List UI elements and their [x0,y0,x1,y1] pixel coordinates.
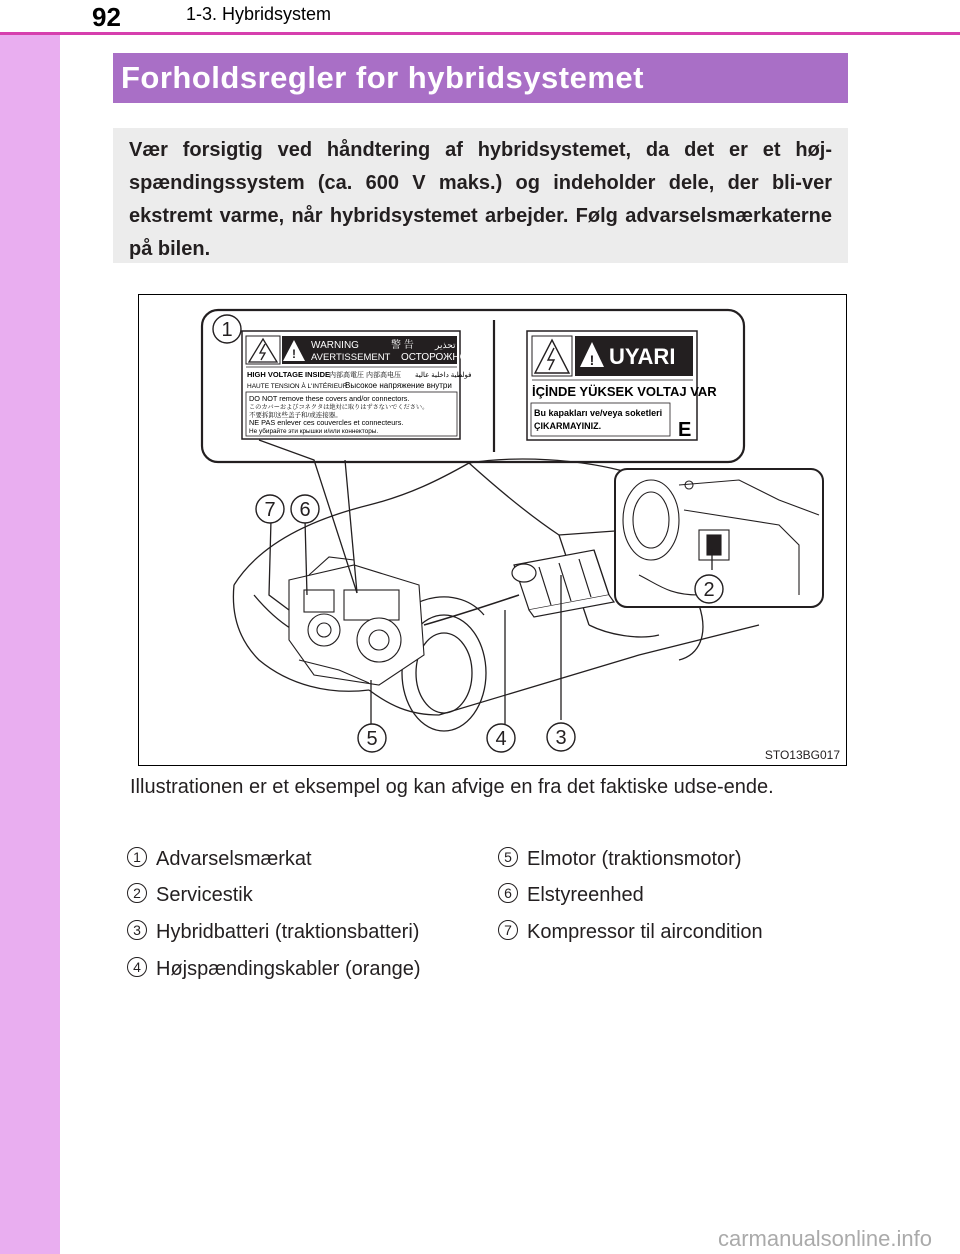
callout-3 [547,723,575,751]
intro-text: Vær forsigtig ved håndtering af hybridsystemet, da det er et høj-spændingssystem (ca. 600 V maks.) og indeholder dele, der bli-ver ekstremt varme, når hybridsystemet arbejder. Følg advarselsmærkaterne på bilen. [129,139,832,260]
svg-text:2: 2 [703,579,715,601]
svg-text:!: ! [589,352,595,368]
svg-text:NE PAS enlever ces couvercles: NE PAS enlever ces couvercles et connecteurs. [249,418,404,427]
svg-text:HAUTE TENSION À L'INTÉRIEUR: HAUTE TENSION À L'INTÉRIEUR [247,383,348,390]
legend-label: Advarselsmærkat [156,848,312,870]
legend-label: Elstyreenhed [527,884,644,906]
callout-4 [487,724,515,752]
svg-text:不要拆卸这些盖子和/或连接器。: 不要拆卸这些盖子和/或连接器。 [249,412,342,419]
side-tab-bar [0,0,60,1254]
callout-6 [291,495,319,523]
svg-text:6: 6 [299,499,311,521]
legend-number: 1 [127,847,147,867]
header-band [0,0,960,32]
legend-number: 7 [498,920,518,940]
svg-text:内部高電圧 内部高电压: 内部高電圧 内部高电压 [329,372,401,379]
svg-text:HIGH VOLTAGE INSIDE: HIGH VOLTAGE INSIDE [247,370,331,379]
svg-text:3: 3 [555,727,567,749]
page-number: 92 [92,2,121,32]
hybrid-battery [512,550,614,617]
svg-text:Не убирайте эти крышки и/или к: Не убирайте эти крышки и/или коннекторы. [249,428,379,435]
svg-text:WARNING: WARNING [311,340,359,351]
engine-and-motor [289,557,424,685]
legend-label: Kompressor til aircondition [527,921,763,943]
legend-label: Elmotor (traktionsmotor) [527,848,742,870]
intro-box [113,128,848,263]
section-title: Forholdsregler for hybridsystemet [113,53,848,103]
svg-text:Bu kapakları ve/veya soketleri: Bu kapakları ve/veya soketleri [534,408,663,418]
legend-label: Servicestik [156,884,253,906]
chapter-heading: 1-3. Hybridsystem [186,4,332,24]
svg-text:Высокое напряжение внутри: Высокое напряжение внутри [345,381,452,390]
svg-text:このカバーおよびコネクタは絶対に取りはずさないでください。: このカバーおよびコネクタは絶対に取りはずさないでください。 [249,404,429,411]
hybrid-system-illustration [138,294,847,766]
svg-text:4: 4 [495,728,507,750]
warning-label [242,331,471,439]
svg-text:AVERTISSEMENT: AVERTISSEMENT [311,352,391,363]
figure-code: STO13BG017 [764,748,840,762]
figure-caption: Illustrationen er et eksempel og kan afvige en fra det faktiske udse-ende. [130,776,774,798]
svg-text:فولطية داخلية عالية: فولطية داخلية عالية [415,372,472,379]
legend-number: 3 [127,920,147,940]
legend-label: Højspændingskabler (orange) [156,958,421,980]
svg-text:E: E [678,419,692,441]
svg-text:UYARI: UYARI [609,344,676,369]
svg-text:警 告: 警 告 [391,340,414,351]
svg-text:!: ! [292,347,296,361]
svg-text:1: 1 [221,319,233,341]
callout-2 [695,575,723,603]
callout-1 [213,315,241,343]
legend-number: 6 [498,883,518,903]
legend-label: Hybridbatteri (traktionsbatteri) [156,921,420,943]
watermark: carmanualsonline.info [717,1226,932,1251]
svg-text:تحذير: تحذير [435,340,456,350]
svg-text:7: 7 [264,499,276,521]
turkish-warning-label [527,331,717,441]
header-rule [0,32,960,35]
svg-text:5: 5 [366,728,378,750]
svg-text:ОСТОРОЖНО: ОСТОРОЖНО [401,352,468,363]
legend-number: 4 [127,957,147,977]
legend-number: 5 [498,847,518,867]
callout-7 [256,495,284,523]
callout-7-leader [269,520,289,610]
svg-text:İÇİNDE YÜKSEK VOLTAJ VAR: İÇİNDE YÜKSEK VOLTAJ VAR [532,384,717,399]
callout-5 [358,724,386,752]
svg-text:DO NOT remove these covers and: DO NOT remove these covers and/or connectors. [249,394,410,403]
legend-number: 2 [127,883,147,903]
svg-text:ÇIKARMAYINIZ.: ÇIKARMAYINIZ. [534,421,602,431]
